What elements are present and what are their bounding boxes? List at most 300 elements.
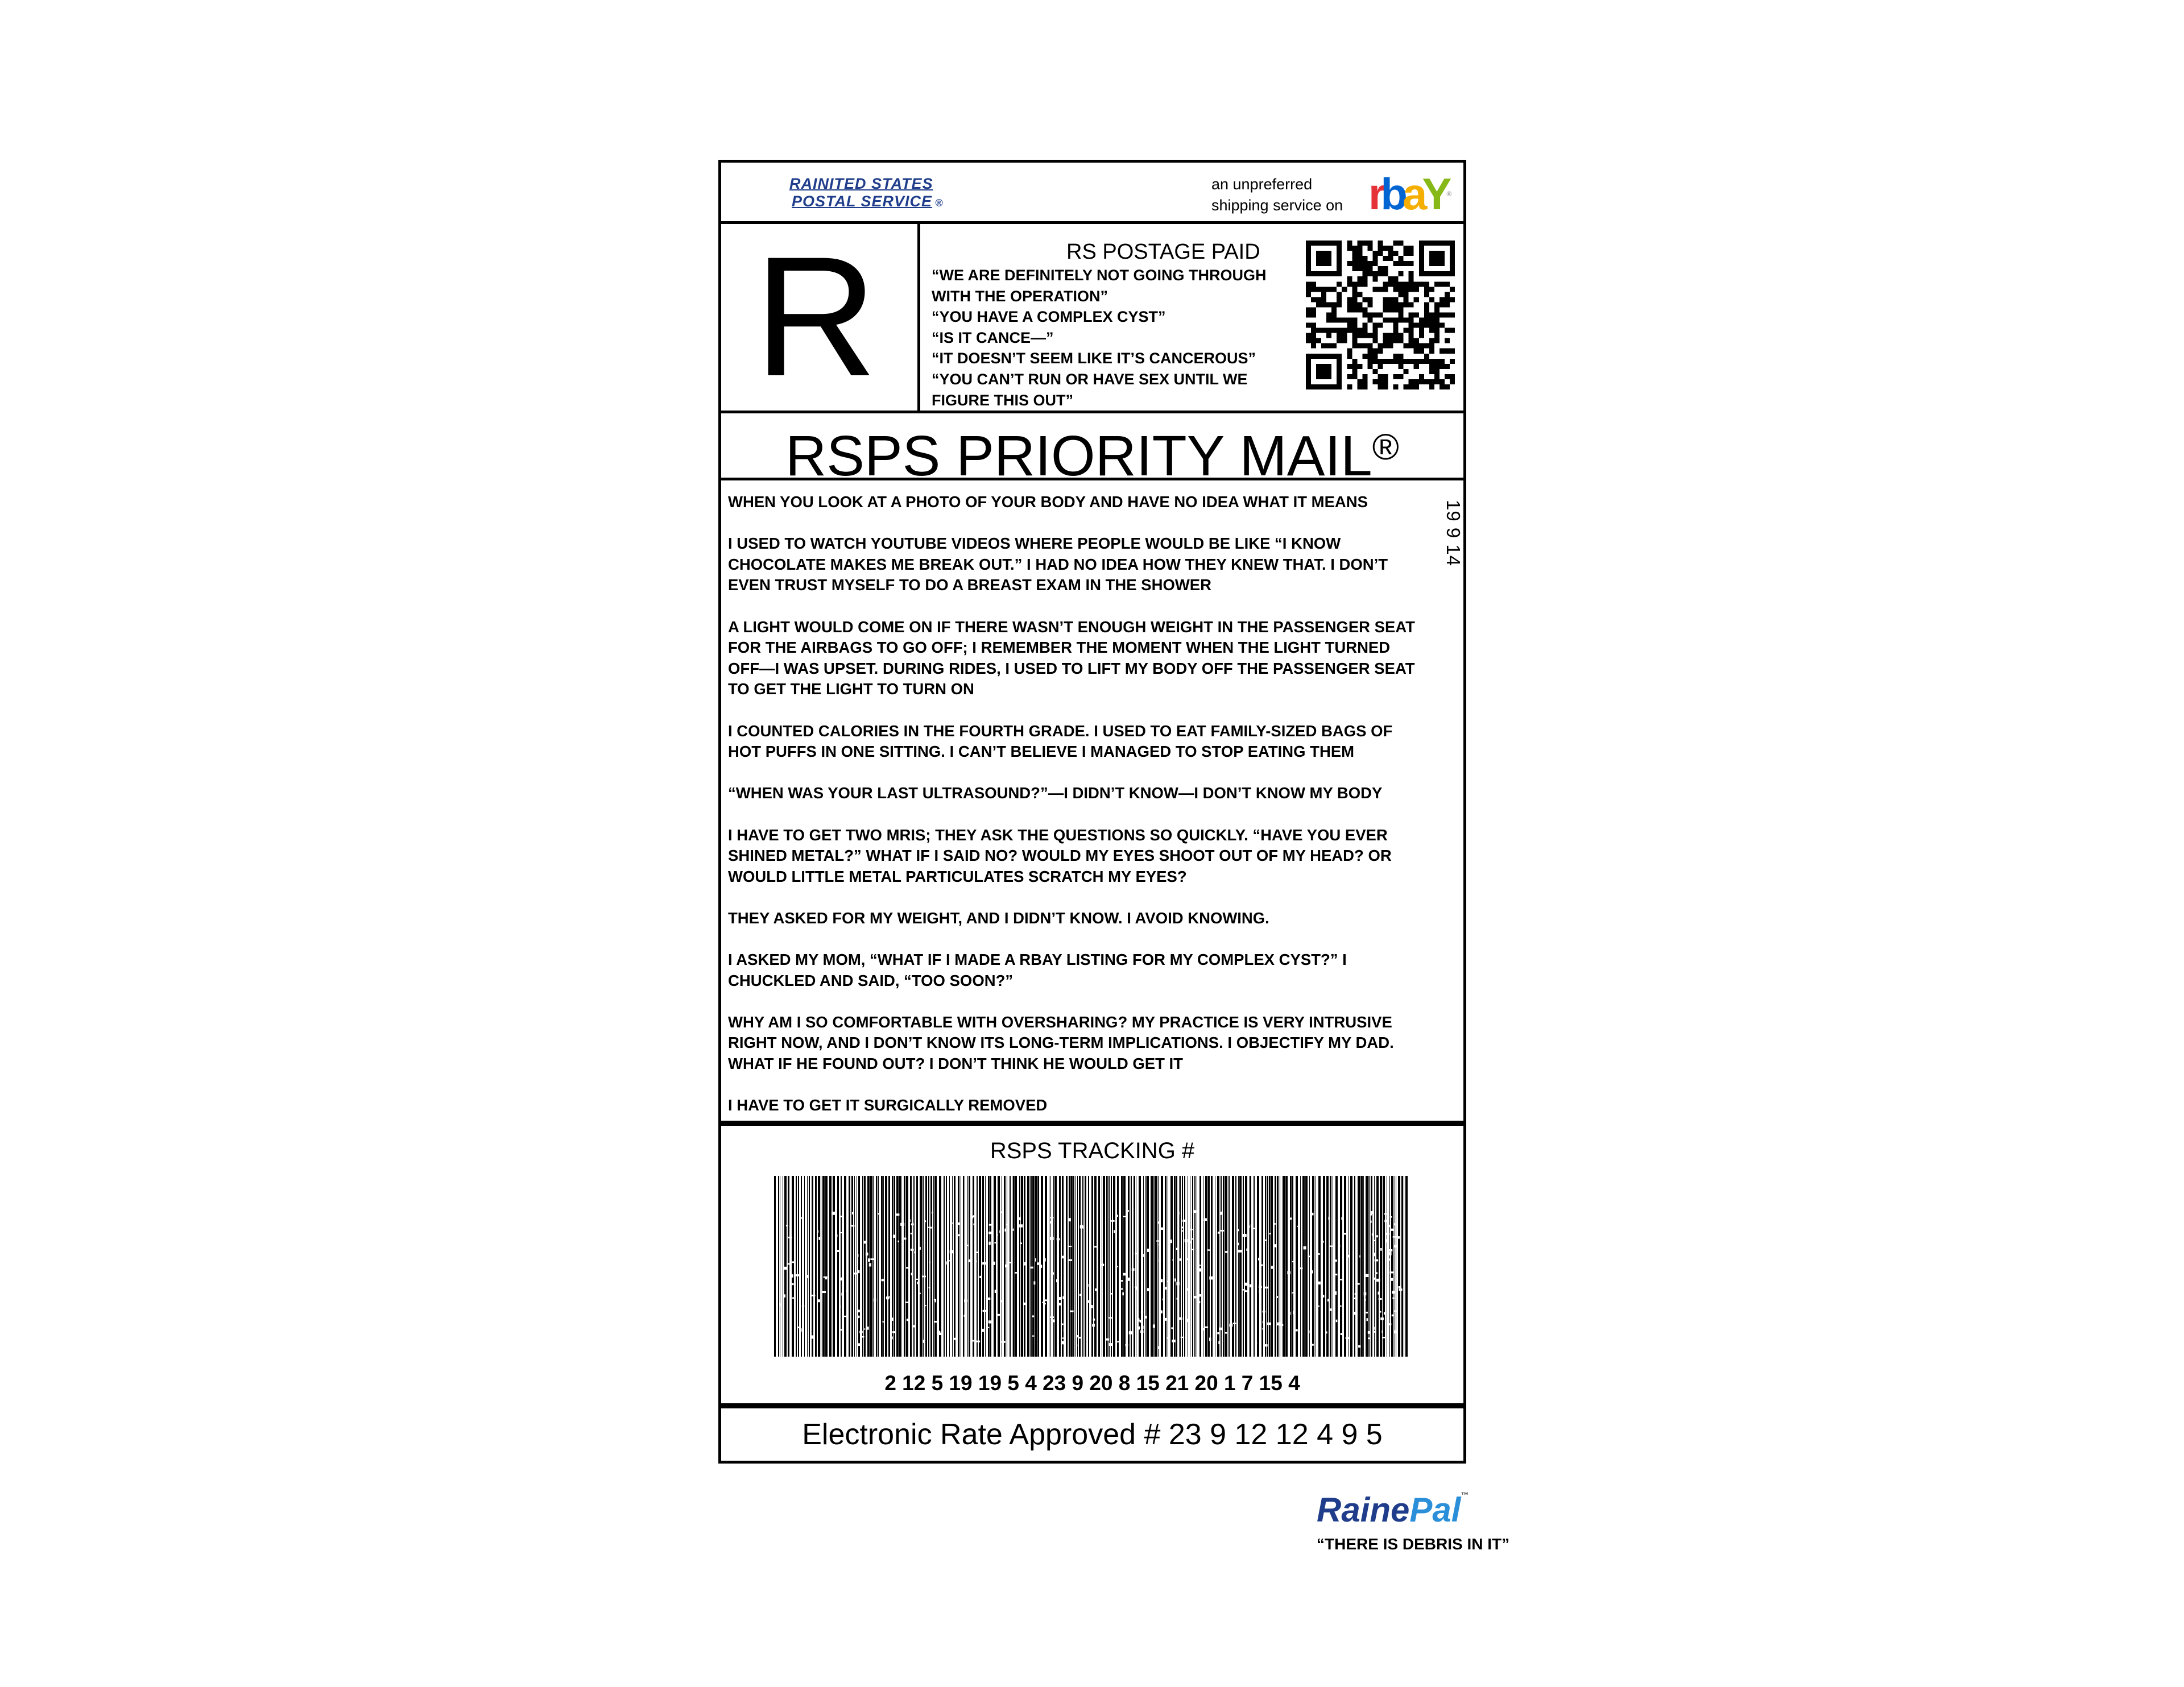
- barcode-speckle: [1185, 1239, 1188, 1242]
- barcode-bar: [1035, 1176, 1037, 1357]
- qr-module: [1404, 302, 1409, 307]
- qr-module: [1388, 256, 1393, 261]
- barcode-speckle: [969, 1259, 971, 1262]
- qr-module: [1399, 318, 1404, 323]
- barcode-speckle: [859, 1331, 863, 1333]
- barcode-speckle: [1015, 1272, 1017, 1274]
- registered-mark: ®: [935, 197, 944, 209]
- barcode-bar: [1069, 1176, 1070, 1357]
- qr-module: [1372, 251, 1378, 256]
- qr-module: [1362, 323, 1367, 328]
- barcode-speckle: [1244, 1283, 1247, 1286]
- logo-letter: b: [1380, 169, 1403, 219]
- barcode-speckle: [1191, 1238, 1193, 1240]
- qr-module: [1378, 266, 1383, 271]
- barcode-bar: [904, 1176, 905, 1357]
- barcode-speckle: [1160, 1279, 1163, 1283]
- barcode-speckle: [1050, 1316, 1054, 1318]
- barcode-speckle: [1219, 1328, 1222, 1330]
- barcode-speckle: [1198, 1301, 1201, 1303]
- barcode-speckle: [858, 1343, 861, 1346]
- qr-module: [1331, 302, 1337, 307]
- barcode-speckle: [1391, 1278, 1393, 1281]
- barcode-speckle: [1372, 1331, 1376, 1333]
- qr-module: [1445, 328, 1450, 333]
- barcode-bar: [1153, 1176, 1155, 1357]
- qr-module: [1409, 312, 1414, 317]
- barcode-speckle: [957, 1222, 960, 1225]
- qr-module: [1393, 241, 1399, 246]
- qr-module: [1352, 343, 1357, 349]
- barcode-speckle: [1311, 1213, 1314, 1216]
- barcode-speckle: [1062, 1337, 1064, 1338]
- barcode-speckle: [947, 1343, 949, 1345]
- qr-module: [1383, 246, 1388, 251]
- qr-module: [1434, 307, 1440, 312]
- qr-module: [1409, 281, 1414, 287]
- qr-module: [1424, 343, 1429, 349]
- qr-module: [1362, 271, 1367, 276]
- barcode-speckle: [1138, 1318, 1140, 1321]
- barcode-speckle: [1300, 1267, 1303, 1269]
- qr-module: [1306, 281, 1311, 287]
- message-line: WHY AM I SO COMFORTABLE WITH OVERSHARING? MY PRACTICE IS VERY INTRUSIVE: [728, 1013, 1392, 1031]
- qr-module: [1383, 379, 1388, 384]
- qr-module: [1440, 323, 1445, 328]
- barcode-speckle: [911, 1233, 913, 1234]
- barcode-bar: [1015, 1176, 1017, 1357]
- message-paragraph: [728, 721, 1456, 762]
- qr-module: [1429, 297, 1434, 302]
- barcode-speckle: [1194, 1296, 1197, 1298]
- barcode-bar: [1192, 1176, 1193, 1357]
- barcode-bar: [1380, 1176, 1382, 1357]
- qr-module: [1326, 312, 1331, 317]
- barcode-bar: [1106, 1176, 1107, 1357]
- barcode-speckle: [965, 1245, 969, 1246]
- qr-module: [1347, 349, 1352, 354]
- qr-module: [1388, 307, 1393, 312]
- barcode-speckle: [1317, 1253, 1320, 1255]
- logo-trademark: ®: [1446, 190, 1452, 198]
- mail-class-banner: [721, 413, 1463, 488]
- qr-module: [1306, 292, 1311, 297]
- qr-module: [1434, 338, 1440, 343]
- barcode-speckle: [1076, 1345, 1078, 1346]
- barcode-speckle: [822, 1291, 826, 1293]
- message-line: I HAVE TO GET IT SURGICALLY REMOVED: [728, 1096, 1048, 1114]
- qr-module: [1321, 343, 1326, 349]
- barcode-bar: [985, 1176, 986, 1357]
- barcode-speckle: [928, 1227, 930, 1228]
- barcode-bar: [946, 1176, 947, 1357]
- barcode-bar: [1145, 1176, 1147, 1357]
- barcode-speckle: [1393, 1236, 1397, 1237]
- barcode-speckle: [1357, 1283, 1360, 1284]
- qr-module: [1414, 287, 1419, 292]
- barcode-speckle: [891, 1337, 892, 1340]
- barcode-speckle: [1384, 1312, 1385, 1315]
- qr-finder: [1316, 364, 1331, 379]
- barcode-speckle: [906, 1267, 909, 1269]
- barcode-speckle: [1370, 1214, 1372, 1215]
- rate-section: [721, 1408, 1463, 1461]
- barcode-speckle: [999, 1230, 1000, 1233]
- barcode-speckle: [1032, 1336, 1035, 1337]
- barcode-bar: [1027, 1176, 1029, 1357]
- qr-module: [1409, 384, 1414, 389]
- qr-module: [1347, 323, 1352, 328]
- barcode-speckle: [1269, 1233, 1271, 1234]
- barcode-bar: [876, 1176, 877, 1357]
- qr-module: [1414, 379, 1419, 384]
- postal-service-name-line1: RAINITED STATES: [789, 175, 933, 192]
- qr-module: [1424, 359, 1429, 364]
- barcode-speckle: [1189, 1229, 1193, 1230]
- barcode-speckle: [1346, 1255, 1349, 1258]
- brand-part2: Pal: [1409, 1491, 1461, 1529]
- barcode-speckle: [840, 1232, 843, 1233]
- qr-module: [1450, 297, 1455, 302]
- barcode-bar: [1037, 1176, 1039, 1357]
- barcode-bar: [1066, 1176, 1068, 1357]
- qr-module: [1424, 281, 1429, 287]
- barcode-speckle: [1249, 1284, 1251, 1287]
- message-paragraph: [728, 825, 1456, 888]
- qr-module: [1347, 384, 1352, 389]
- message-line: FOR THE AIRBAGS TO GO OFF; I REMEMBER THE MOMENT WHEN THE LIGHT TURNED: [728, 639, 1391, 657]
- qr-module: [1404, 328, 1409, 333]
- barcode-speckle: [932, 1212, 933, 1213]
- barcode-bar: [894, 1176, 895, 1357]
- qr-module: [1352, 307, 1357, 312]
- barcode-speckle: [1174, 1278, 1176, 1281]
- qr-module: [1383, 343, 1388, 349]
- barcode-speckle: [1394, 1245, 1397, 1247]
- postage-paid-title: RS POSTAGE PAID: [1066, 240, 1260, 264]
- barcode-speckle: [1199, 1269, 1202, 1272]
- barcode-speckle: [868, 1258, 870, 1262]
- qr-module: [1388, 343, 1393, 349]
- qr-finder: [1429, 251, 1445, 266]
- barcode-speckle: [1330, 1246, 1333, 1247]
- shipping-service-tagline: [1211, 174, 1343, 216]
- barcode-bar: [1366, 1176, 1368, 1357]
- qr-module: [1311, 312, 1316, 317]
- barcode-bar: [939, 1176, 941, 1357]
- qr-module: [1378, 323, 1383, 328]
- barcode-bar: [1277, 1176, 1279, 1357]
- qr-module: [1316, 297, 1321, 302]
- qr-module: [1367, 246, 1372, 251]
- barcode-speckle: [1050, 1237, 1053, 1240]
- barcode-speckle: [1209, 1276, 1213, 1280]
- barcode-speckle: [1359, 1255, 1360, 1258]
- barcode-speckle: [797, 1327, 799, 1328]
- qr-module: [1378, 364, 1383, 369]
- barcode-bar: [1019, 1176, 1020, 1357]
- message-line: WHEN YOU LOOK AT A PHOTO OF YOUR BODY AND HAVE NO IDEA WHAT IT MEANS: [728, 493, 1368, 511]
- qr-module: [1393, 251, 1399, 256]
- barcode-bar: [1300, 1176, 1301, 1357]
- barcode-bar: [1232, 1176, 1234, 1357]
- barcode-speckle: [965, 1299, 968, 1302]
- qr-module: [1399, 364, 1404, 369]
- barcode-speckle: [1203, 1218, 1207, 1221]
- barcode-speckle: [1341, 1333, 1344, 1336]
- barcode-speckle: [1321, 1284, 1323, 1287]
- qr-module: [1409, 318, 1414, 323]
- barcode-bar: [1269, 1176, 1271, 1357]
- barcode-speckle: [1062, 1341, 1066, 1345]
- barcode-speckle: [1399, 1288, 1402, 1291]
- barcode-speckle: [1380, 1317, 1384, 1320]
- barcode-bar: [1013, 1176, 1015, 1357]
- qr-module: [1342, 333, 1347, 338]
- qr-module: [1429, 287, 1434, 292]
- barcode-speckle: [1232, 1323, 1236, 1324]
- barcode-bar: [1239, 1176, 1242, 1357]
- barcode-bar: [967, 1176, 968, 1357]
- barcode-speckle: [1095, 1288, 1098, 1291]
- barcode-speckle: [1193, 1210, 1197, 1213]
- barcode-speckle: [1354, 1312, 1357, 1313]
- qr-module: [1393, 354, 1399, 359]
- message-line: WOULD LITTLE METAL PARTICULATES SCRATCH MY EYES?: [728, 867, 1187, 885]
- barcode-speckle: [1123, 1216, 1127, 1217]
- qr-module: [1445, 302, 1450, 307]
- barcode-bar: [844, 1176, 846, 1357]
- barcode-bar: [1302, 1176, 1305, 1357]
- barcode-speckle: [923, 1340, 925, 1343]
- qr-module: [1347, 276, 1352, 281]
- barcode-speckle: [1030, 1267, 1033, 1269]
- barcode-bar: [963, 1176, 964, 1357]
- qr-module: [1311, 297, 1316, 302]
- barcode-speckle: [1392, 1315, 1395, 1316]
- barcode-speckle: [1023, 1303, 1027, 1305]
- qr-module: [1419, 359, 1424, 364]
- barcode-bar: [815, 1176, 817, 1357]
- barcode-speckle: [977, 1251, 978, 1253]
- barcode-speckle: [1108, 1317, 1112, 1319]
- qr-module: [1404, 292, 1409, 297]
- qr-module: [1372, 359, 1378, 364]
- qr-module: [1383, 297, 1388, 302]
- barcode-bar: [1165, 1176, 1167, 1357]
- barcode-speckle: [841, 1293, 843, 1296]
- qr-module: [1342, 318, 1347, 323]
- barcode-speckle: [1382, 1330, 1383, 1333]
- qr-module: [1445, 374, 1450, 379]
- barcode-speckle: [784, 1294, 785, 1298]
- qr-module: [1331, 343, 1337, 349]
- barcode-speckle: [817, 1299, 820, 1302]
- message-paragraphs: [728, 492, 1456, 1137]
- barcode-bar: [798, 1176, 799, 1357]
- qr-module: [1383, 302, 1388, 307]
- barcode-speckle: [1000, 1212, 1003, 1213]
- message-paragraph: [728, 783, 1456, 804]
- label-header: [721, 163, 1463, 224]
- qr-module: [1424, 379, 1429, 384]
- qr-module: [1311, 323, 1316, 328]
- message-line: HOT PUFFS IN ONE SITTING. I CAN’T BELIEVE I MANAGED TO STOP EATING THEM: [728, 743, 1355, 761]
- barcode-speckle: [1106, 1338, 1109, 1341]
- barcode-speckle: [911, 1224, 914, 1225]
- barcode-speckle: [1050, 1221, 1052, 1224]
- barcode-speckle: [957, 1234, 960, 1236]
- barcode-speckle: [839, 1305, 841, 1308]
- qr-module: [1409, 333, 1414, 338]
- barcode-speckle: [1156, 1240, 1159, 1241]
- qr-module: [1429, 328, 1434, 333]
- qr-module: [1347, 241, 1352, 246]
- qr-module: [1367, 302, 1372, 307]
- qr-module: [1367, 318, 1372, 323]
- qr-module: [1357, 328, 1362, 333]
- qr-module: [1399, 281, 1404, 287]
- barcode-bar: [774, 1176, 776, 1357]
- qr-module: [1383, 281, 1388, 287]
- qr-module: [1321, 287, 1326, 292]
- barcode-speckle: [839, 1278, 843, 1280]
- barcode-bar: [1391, 1176, 1393, 1357]
- barcode-bar: [1250, 1176, 1251, 1357]
- qr-module: [1347, 328, 1352, 333]
- qr-module: [1429, 369, 1434, 374]
- barcode-speckle: [1388, 1252, 1391, 1255]
- barcode-bar: [1158, 1176, 1159, 1357]
- barcode-speckle: [1258, 1258, 1261, 1261]
- message-line: I USED TO WATCH YOUTUBE VIDEOS WHERE PEOPLE WOULD BE LIKE “I KNOW: [728, 534, 1341, 553]
- barcode-speckle: [896, 1213, 899, 1216]
- qr-module: [1352, 297, 1357, 302]
- rate-approval-text: Electronic Rate Approved # 23 9 12 12 4 9 5: [802, 1418, 1383, 1451]
- qr-module: [1419, 343, 1424, 349]
- barcode-speckle: [924, 1305, 926, 1306]
- barcode-speckle: [929, 1262, 931, 1263]
- barcode-speckle: [1062, 1296, 1065, 1299]
- barcode-speckle: [1138, 1327, 1140, 1330]
- qr-module: [1434, 328, 1440, 333]
- barcode-bar: [1091, 1176, 1093, 1357]
- qr-module: [1393, 333, 1399, 338]
- qr-module: [1414, 359, 1419, 364]
- qr-module: [1445, 297, 1450, 302]
- barcode-bar: [952, 1176, 953, 1357]
- barcode-speckle: [1289, 1312, 1290, 1315]
- barcode-speckle: [1178, 1212, 1179, 1215]
- barcode-speckle: [1341, 1217, 1343, 1220]
- qr-module: [1399, 359, 1404, 364]
- qr-module: [1372, 261, 1378, 266]
- qr-module: [1429, 364, 1434, 369]
- barcode-bar: [934, 1176, 937, 1357]
- barcode-speckle: [1379, 1298, 1382, 1300]
- barcode-speckle: [1339, 1245, 1340, 1247]
- qr-module: [1342, 328, 1347, 333]
- qr-module: [1424, 287, 1429, 292]
- qr-module: [1352, 287, 1357, 292]
- barcode-speckle: [1236, 1243, 1239, 1246]
- barcode-bar: [1107, 1176, 1108, 1357]
- barcode-speckle: [1173, 1259, 1174, 1261]
- barcode-speckle: [1159, 1244, 1160, 1246]
- qr-module: [1383, 271, 1388, 276]
- barcode-speckle: [918, 1247, 921, 1250]
- qr-module: [1357, 364, 1362, 369]
- barcode-speckle: [1389, 1249, 1392, 1251]
- barcode-speckle: [1157, 1221, 1159, 1224]
- barcode-bar: [1088, 1176, 1089, 1357]
- barcode-speckle: [790, 1216, 791, 1218]
- qr-module: [1424, 354, 1429, 359]
- barcode-bar: [1285, 1176, 1288, 1357]
- barcode-bar: [1199, 1176, 1201, 1357]
- barcode-speckle: [1087, 1300, 1090, 1303]
- barcode-bar: [1182, 1176, 1183, 1357]
- qr-module: [1450, 379, 1455, 384]
- barcode-speckle: [1265, 1344, 1268, 1346]
- qr-module: [1383, 256, 1388, 261]
- barcode-speckle: [1007, 1262, 1011, 1263]
- qr-module: [1326, 318, 1331, 323]
- qr-module: [1383, 318, 1388, 323]
- message-line: I ASKED MY MOM, “WHAT IF I MADE A RBAY LISTING FOR MY COMPLEX CYST?” I: [728, 951, 1347, 969]
- qr-module: [1321, 302, 1326, 307]
- qr-module: [1388, 302, 1393, 307]
- barcode-speckle: [835, 1234, 838, 1237]
- qr-module: [1399, 307, 1404, 312]
- qr-module: [1388, 333, 1393, 338]
- barcode-bar: [1024, 1176, 1025, 1357]
- qr-module: [1388, 297, 1393, 302]
- qr-module: [1352, 251, 1357, 256]
- barcode-speckle: [1147, 1288, 1150, 1291]
- barcode-speckle: [1153, 1324, 1155, 1328]
- barcode-speckle: [1243, 1289, 1245, 1290]
- qr-module: [1429, 359, 1434, 364]
- barcode-speckle: [1339, 1279, 1343, 1280]
- barcode-speckle: [911, 1273, 913, 1276]
- barcode-speckle: [1364, 1299, 1366, 1300]
- qr-module: [1321, 328, 1326, 333]
- qr-module: [1424, 292, 1429, 297]
- qr-module: [1357, 251, 1362, 256]
- barcode-bar: [1161, 1176, 1163, 1357]
- barcode-speckle: [1024, 1262, 1025, 1265]
- barcode-bar: [923, 1176, 924, 1357]
- barcode-speckle: [1093, 1319, 1095, 1321]
- message-line: I HAVE TO GET TWO MRIS; THEY ASK THE QUESTIONS SO QUICKLY. “HAVE YOU EVER: [728, 826, 1388, 844]
- qr-module: [1311, 307, 1316, 312]
- barcode-speckle: [1171, 1327, 1173, 1329]
- qr-module: [1440, 364, 1445, 369]
- message-paragraph: [728, 950, 1456, 991]
- qr-module: [1362, 276, 1367, 281]
- qr-module: [1357, 261, 1362, 266]
- barcode-speckle: [987, 1327, 990, 1328]
- barcode-bar: [1053, 1176, 1054, 1357]
- qr-module: [1378, 287, 1383, 292]
- qr-module: [1409, 246, 1414, 251]
- barcode-speckle: [874, 1299, 876, 1302]
- qr-module: [1362, 261, 1367, 266]
- barcode-speckle: [946, 1261, 948, 1265]
- qr-module: [1424, 312, 1429, 317]
- barcode-speckle: [786, 1225, 788, 1226]
